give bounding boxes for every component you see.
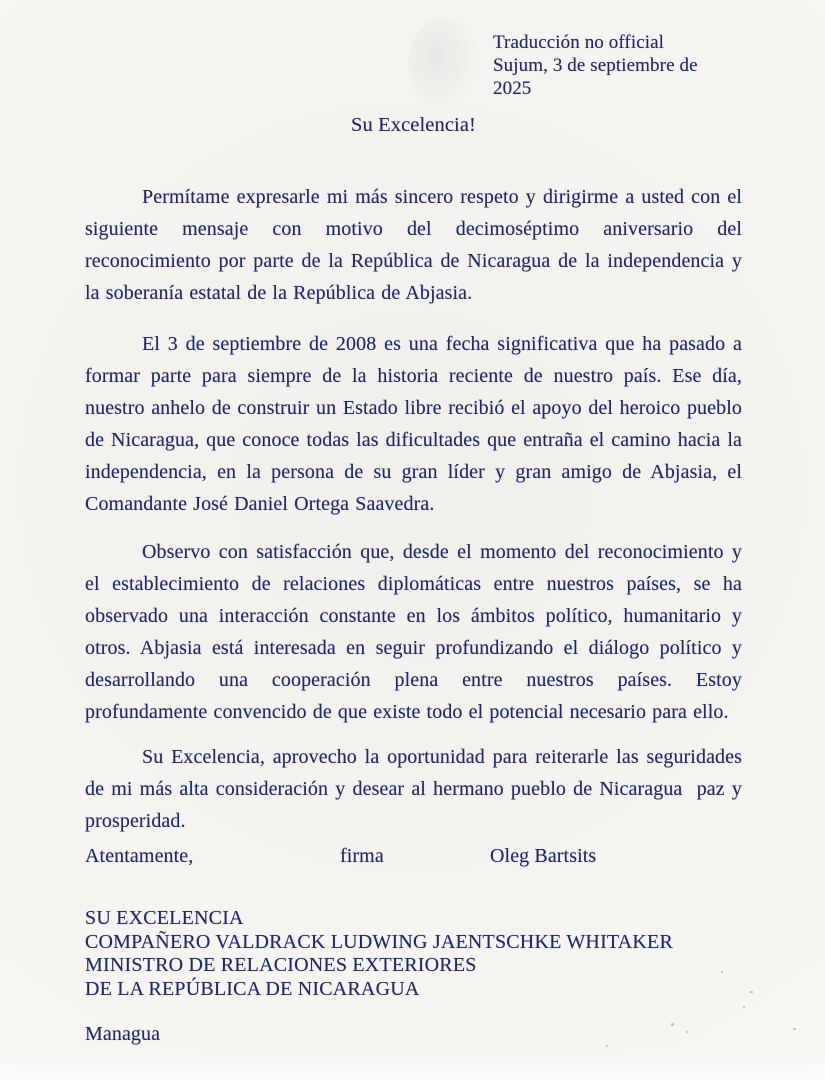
scan-speck (671, 1023, 674, 1026)
scan-speck (793, 1028, 796, 1030)
scan-speck (750, 991, 753, 993)
scan-edge-fade (0, 1050, 825, 1080)
paragraph-1: Permítame expresarle mi más sincero respeto y dirigirme a usted con el siguiente mensaje con motivo del decimoséptimo aniversario del reconocimiento por parte de la República de Nicaragua de la independencia y la soberanía estatal de la República de Abjasia. (85, 186, 742, 304)
salutation: Su Excelencia! (351, 114, 476, 136)
scan-speck (743, 1006, 745, 1008)
scan-speck (686, 1031, 688, 1033)
addressee-country: DE LA REPÚBLICA DE NICARAGUA (85, 977, 420, 1000)
paragraph-3: Observo con satisfacción que, desde el momento del reconocimiento y el establecimiento de relaciones diplomáticas entre nuestros países, se ha observado una interacción constante en los ámbitos político, humanitario y otros. Abjasia está interesada en seguir profundizando el diálogo político y desarrollando una cooperación plena entre nuestros países. Estoy profundamente convencido de que existe todo el potencial necesario para ello. (85, 541, 742, 723)
letter-header (493, 31, 783, 100)
scan-speck (606, 1045, 608, 1047)
addressee-name: COMPAÑERO VALDRACK LUDWING JAENTSCHKE WHITAKER (85, 930, 673, 953)
paragraph-2: El 3 de septiembre de 2008 es una fecha significativa que ha pasado a formar parte para siempre de la historia reciente de nuestro país. Ese día, nuestro anhelo de construir un Estado libre recibió el apoyo del heroico pueblo de Nicaragua, que conoce todas las dificultades que entraña el camino hacia la independencia, en la persona de su gran líder y gran amigo de Abjasia, el Comandante José Daniel Ortega Saavedra. (85, 333, 742, 515)
dateline-place-date: Sujum, 3 de septiembre de (493, 55, 698, 76)
closing-word: Atentamente, (85, 845, 194, 867)
dateline-year: 2025 (493, 78, 532, 99)
scan-smudge (408, 18, 478, 113)
addressee-title: MINISTRO DE RELACIONES EXTERIORES (85, 954, 477, 976)
translation-note: Traducción no official (493, 32, 665, 53)
addressee-honorific: SU EXCELENCIA (85, 907, 244, 929)
paragraph-4: Su Excelencia, aprovecho la oportunidad para reiterarle las seguridades de mi más alta consideración y desear al hermano pueblo de Nicaragua paz y prosperidad. (85, 746, 742, 832)
signature-placeholder: firma (340, 845, 384, 867)
addressee-block (85, 907, 742, 1001)
place-line: Managua (85, 1023, 161, 1045)
signatory-name: Oleg Bartsits (490, 845, 597, 867)
